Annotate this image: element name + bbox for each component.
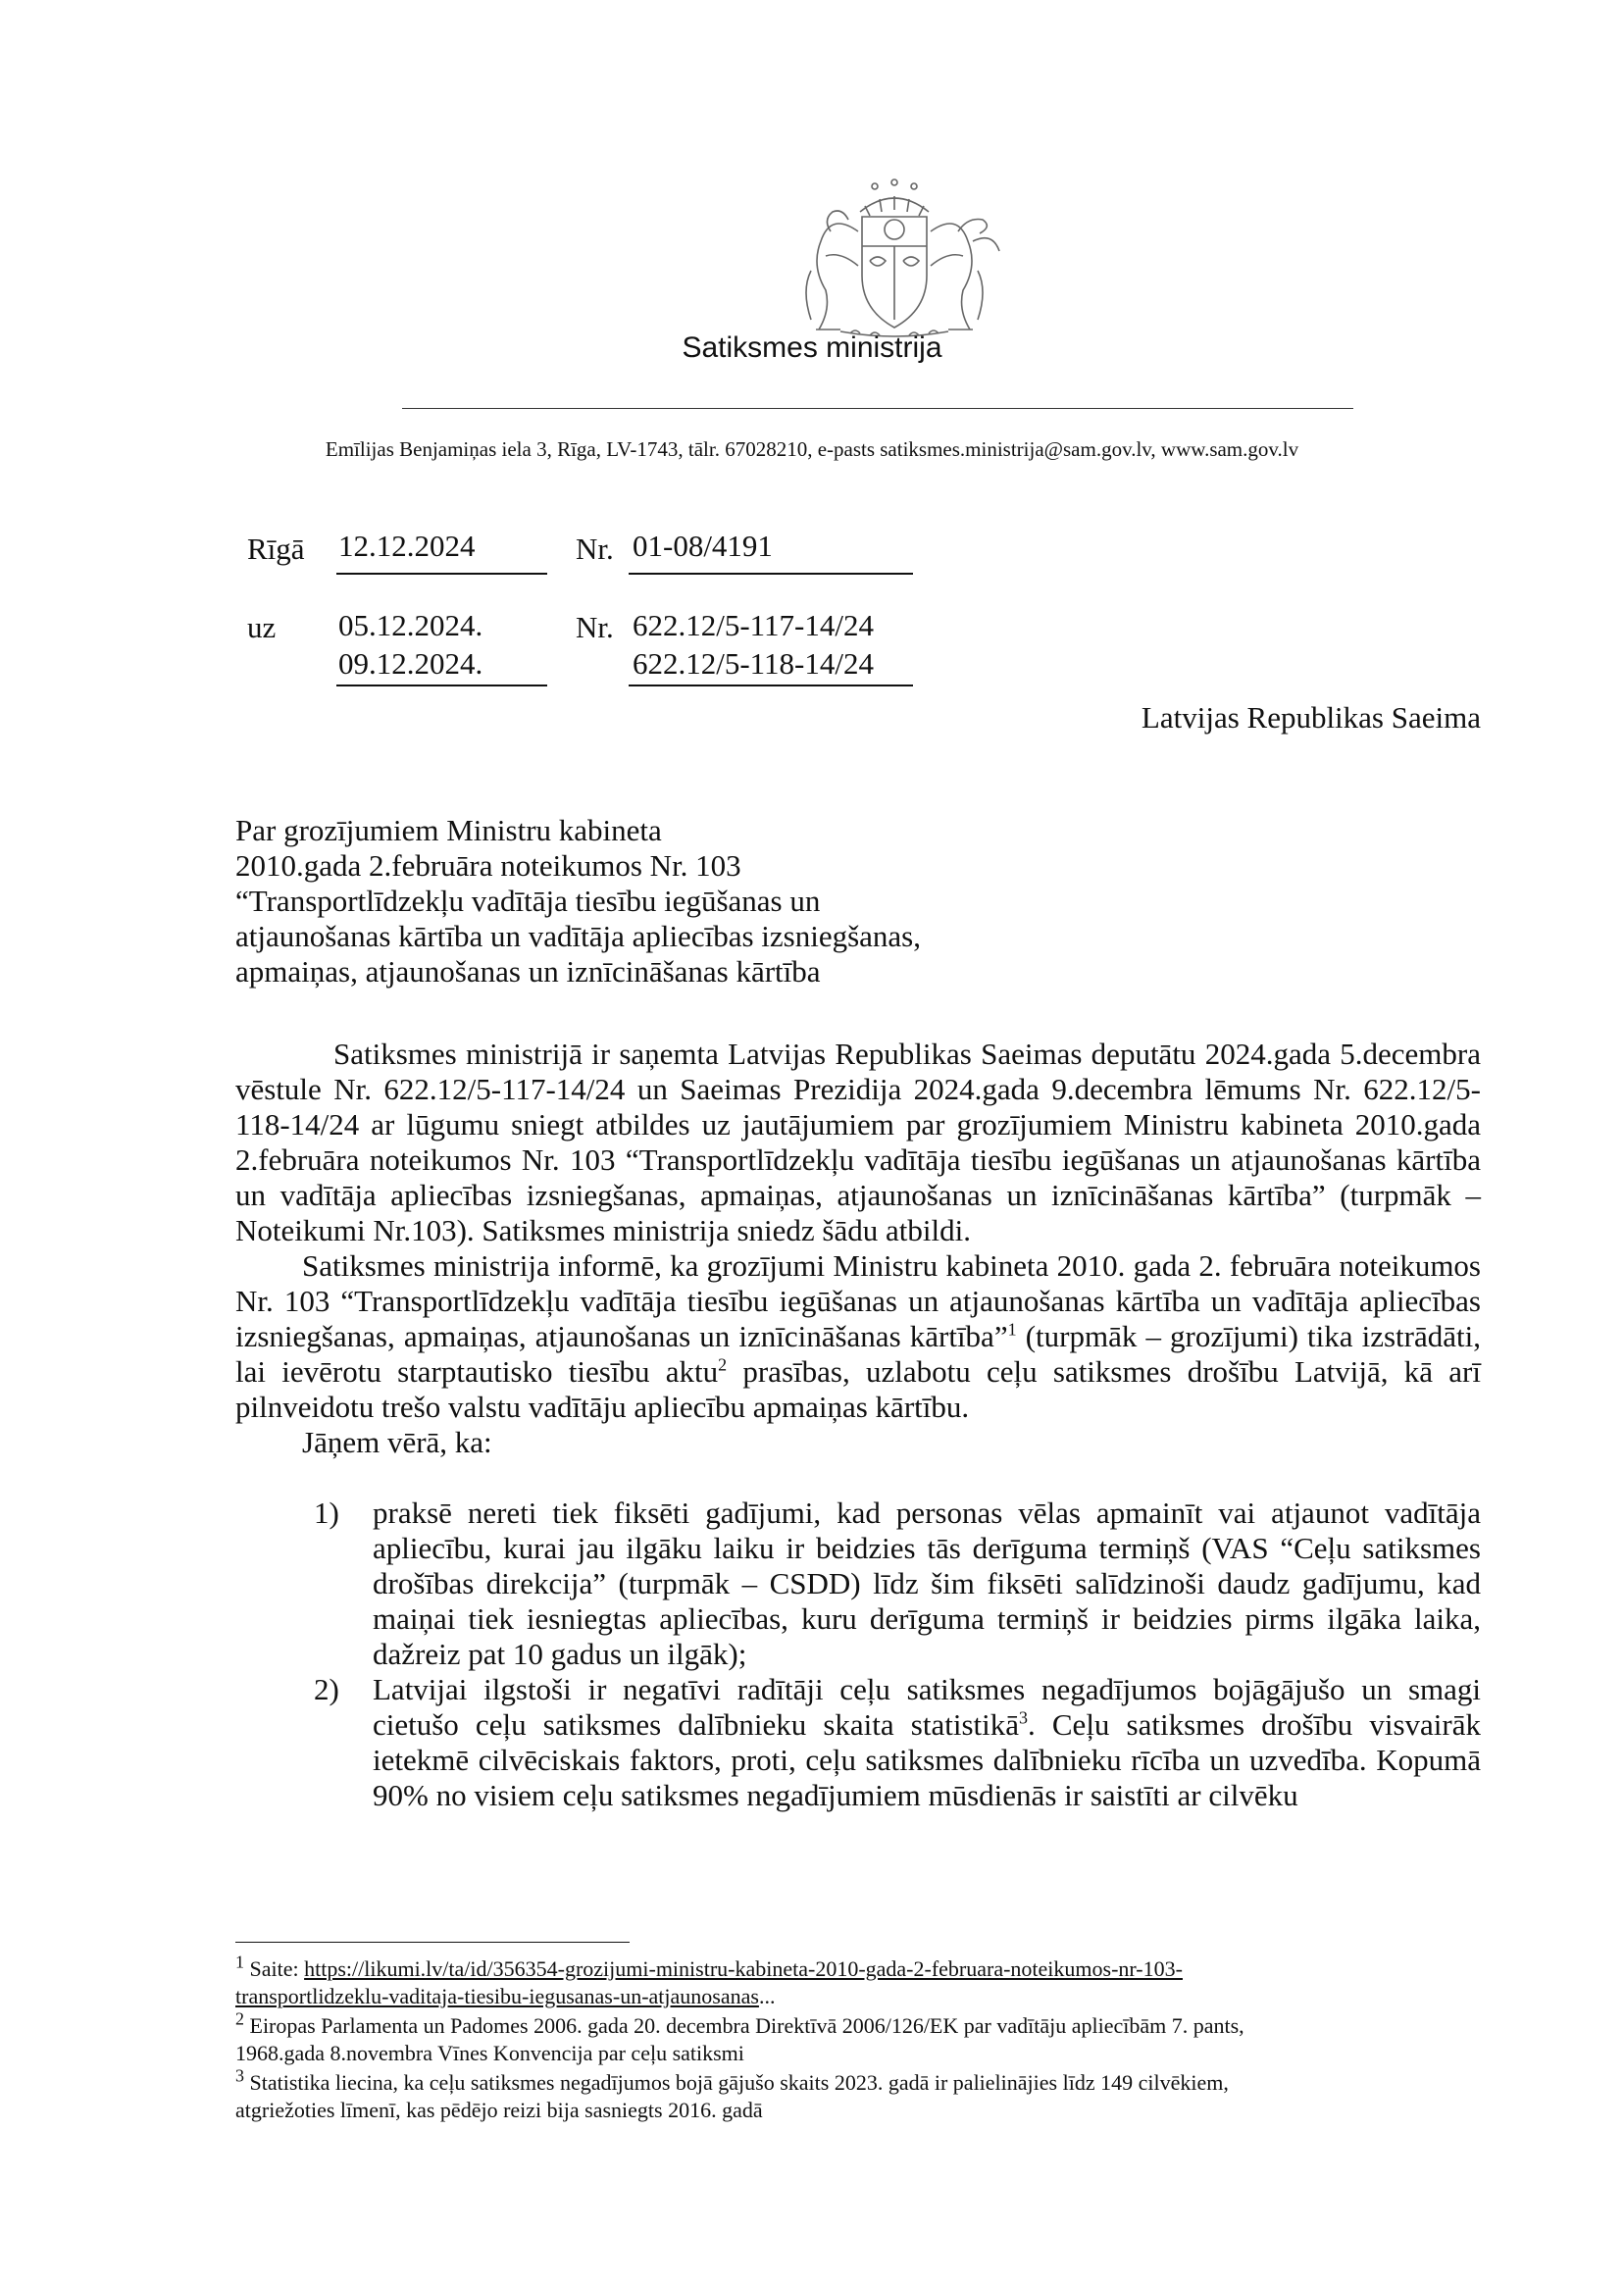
footnote-text: atgriežoties līmenī, kas pēdējo reizi bija sasniegts 2016. gadā bbox=[235, 2098, 763, 2122]
reference-date-underline bbox=[336, 685, 547, 686]
list-item bbox=[314, 1496, 1481, 1672]
footnote-text: 1968.gada 8.novembra Vīnes Konvencija par ceļu satiksmi bbox=[235, 2041, 744, 2065]
paragraph-2-text: prasības, uzlabotu ceļu satiksmes drošību Latvijā, kā arī pilnveidotu trešo valstu vadītāju apliecību apmaiņas kārtību. bbox=[235, 1354, 1481, 1424]
reference-label: uz bbox=[247, 610, 277, 644]
footnote-link[interactable]: transportlidzeklu-vaditaja-tiesibu-iegusanas-un-atjaunosanas bbox=[235, 1984, 759, 2008]
footnote-divider bbox=[235, 1942, 630, 1943]
reference-number-underline bbox=[629, 685, 913, 686]
date-underline bbox=[336, 573, 547, 575]
footnote-suffix: ... bbox=[758, 1984, 776, 2008]
nr-label: Nr. bbox=[576, 532, 614, 566]
coat-of-arms-icon bbox=[772, 173, 1017, 339]
paragraph-2-text: (turpmāk – grozījumi) tika izstrādāti, lai ievērotu starptautisko tiesību aktu bbox=[235, 1319, 1481, 1389]
footnote-ref-2: 2 bbox=[718, 1354, 728, 1375]
footnote-mark: 1 bbox=[235, 1952, 244, 1972]
place-label: Rīgā bbox=[247, 532, 305, 566]
footnote-ref-1: 1 bbox=[1007, 1319, 1017, 1340]
reference-date-2: 09.12.2024. bbox=[338, 646, 483, 681]
list-intro: Jāņem vērā, ka: bbox=[302, 1425, 492, 1459]
number-underline bbox=[629, 573, 913, 575]
reference-nr-label: Nr. bbox=[576, 610, 614, 644]
subject-line: Par grozījumiem Ministru kabineta bbox=[235, 813, 662, 847]
list-item-text: . Ceļu satiksmes drošību visvairāk ietekmē cilvēciskais faktors, proti, ceļu satiksmes dalībnieku rīcība un uzvedība. Kopumā 90% no visiem ceļu satiksmes negadījumiem mūsdienās ir saistīti ar cilvēku bbox=[373, 1707, 1481, 1812]
letter-body bbox=[235, 1037, 1481, 1460]
footnote-prefix: Saite: bbox=[249, 1956, 305, 1981]
letter-number: 01-08/4191 bbox=[633, 529, 773, 563]
subject-line: atjaunošanas kārtība un vadītāja apliecības izsniegšanas, bbox=[235, 919, 921, 953]
reference-number-1: 622.12/5-117-14/24 bbox=[633, 608, 874, 642]
header-divider bbox=[402, 408, 1353, 409]
reference-number-2: 622.12/5-118-14/24 bbox=[633, 646, 874, 681]
paragraph-2 bbox=[235, 1248, 1481, 1425]
paragraph-2-text: Satiksmes ministrija informē, ka grozījumi Ministru kabineta 2010. gada 2. februāra noteikumos Nr. 103 “Transportlīdzekļu vadītāja tiesību iegūšanas un atjaunošanas kārtība un vadītāja apliecības izsniegšanas, apmaiņas, atjaunošanas un iznīcināšanas kārtība” bbox=[235, 1248, 1481, 1353]
subject-block bbox=[235, 813, 1118, 989]
footnotes bbox=[235, 1952, 1500, 2126]
footnote-3 bbox=[235, 2065, 1500, 2124]
contact-line: Emīlijas Benjamiņas iela 3, Rīga, LV-1743, tālr. 67028210, e-pasts satiksmes.ministrija@sam.gov.lv, www.sam.gov.lv bbox=[325, 437, 1299, 461]
subject-line: apmaiņas, atjaunošanas un iznīcināšanas kārtība bbox=[235, 954, 821, 989]
footnote-link[interactable]: https://likumi.lv/ta/id/356354-grozijumi-ministru-kabineta-2010-gada-2-februara-noteikumos-nr-103- bbox=[304, 1956, 1183, 1981]
footnote-ref-3: 3 bbox=[1019, 1707, 1028, 1728]
footnote-2 bbox=[235, 2008, 1500, 2067]
list-item-text: praksē nereti tiek fiksēti gadījumi, kad personas vēlas apmainīt vai atjaunot vadītāja apliecību, kurai jau ilgāku laiku ir beidzies tās derīguma termiņš (VAS “Ceļu satiksmes drošības direkcija” (turpmāk – CSDD) līdz šim fiksēti salīdzinoši daudz gadījumu, kad maiņai tiek iesniegtas apliecības, kuru derīguma termiņš ir beidzies pirms ilgāka laika, dažreiz pat 10 gadus un ilgāk); bbox=[373, 1496, 1481, 1671]
subject-line: “Transportlīdzekļu vadītāja tiesību iegūšanas un bbox=[235, 884, 821, 918]
list-item bbox=[314, 1672, 1481, 1813]
letter-date: 12.12.2024 bbox=[338, 529, 476, 563]
list-number: 2) bbox=[314, 1672, 339, 1706]
footnote-1 bbox=[235, 1952, 1500, 2010]
list-number: 1) bbox=[314, 1496, 339, 1530]
list-item-text: Latvijai ilgstoši ir negatīvi radītāji ceļu satiksmes negadījumos bojāgājušo un smagi cietušo ceļu satiksmes dalībnieku skaita statistikā bbox=[373, 1672, 1481, 1742]
reference-date-1: 05.12.2024. bbox=[338, 608, 483, 642]
numbered-list bbox=[314, 1496, 1481, 1813]
footnote-text: Statistika liecina, ka ceļu satiksmes negadījumos bojā gājušo skaits 2023. gadā ir palielinājies līdz 149 cilvēkiem, bbox=[249, 2070, 1229, 2095]
subject-line: 2010.gada 2.februāra noteikumos Nr. 103 bbox=[235, 848, 741, 883]
footnote-mark: 3 bbox=[235, 2065, 244, 2086]
ministry-name: Satiksmes ministrija bbox=[682, 331, 942, 364]
footnote-mark: 2 bbox=[235, 2008, 244, 2029]
recipient: Latvijas Republikas Saeima bbox=[1141, 700, 1481, 735]
footnote-text: Eiropas Parlamenta un Padomes 2006. gada 20. decembra Direktīvā 2006/126/EK par vadītāju apliecībām 7. pants, bbox=[249, 2013, 1244, 2038]
paragraph-1: Satiksmes ministrijā ir saņemta Latvijas Republikas Saeimas deputātu 2024.gada 5.decembra vēstule Nr. 622.12/5-117-14/24 un Saeimas Prezidija 2024.gada 9.decembra lēmums Nr. 622.12/5-118-14/24 ar lūgumu sniegt atbildes uz jautājumiem par grozījumiem Ministru kabineta 2010.gada 2.februāra noteikumos Nr. 103 “Transportlīdzekļu vadītāja tiesību iegūšanas un atjaunošanas kārtība un vadītāja apliecības izsniegšanas, apmaiņas, atjaunošanas un iznīcināšanas kārtība” (turpmāk – Noteikumi Nr.103). Satiksmes ministrija sniedz šādu atbildi. bbox=[235, 1037, 1481, 1247]
